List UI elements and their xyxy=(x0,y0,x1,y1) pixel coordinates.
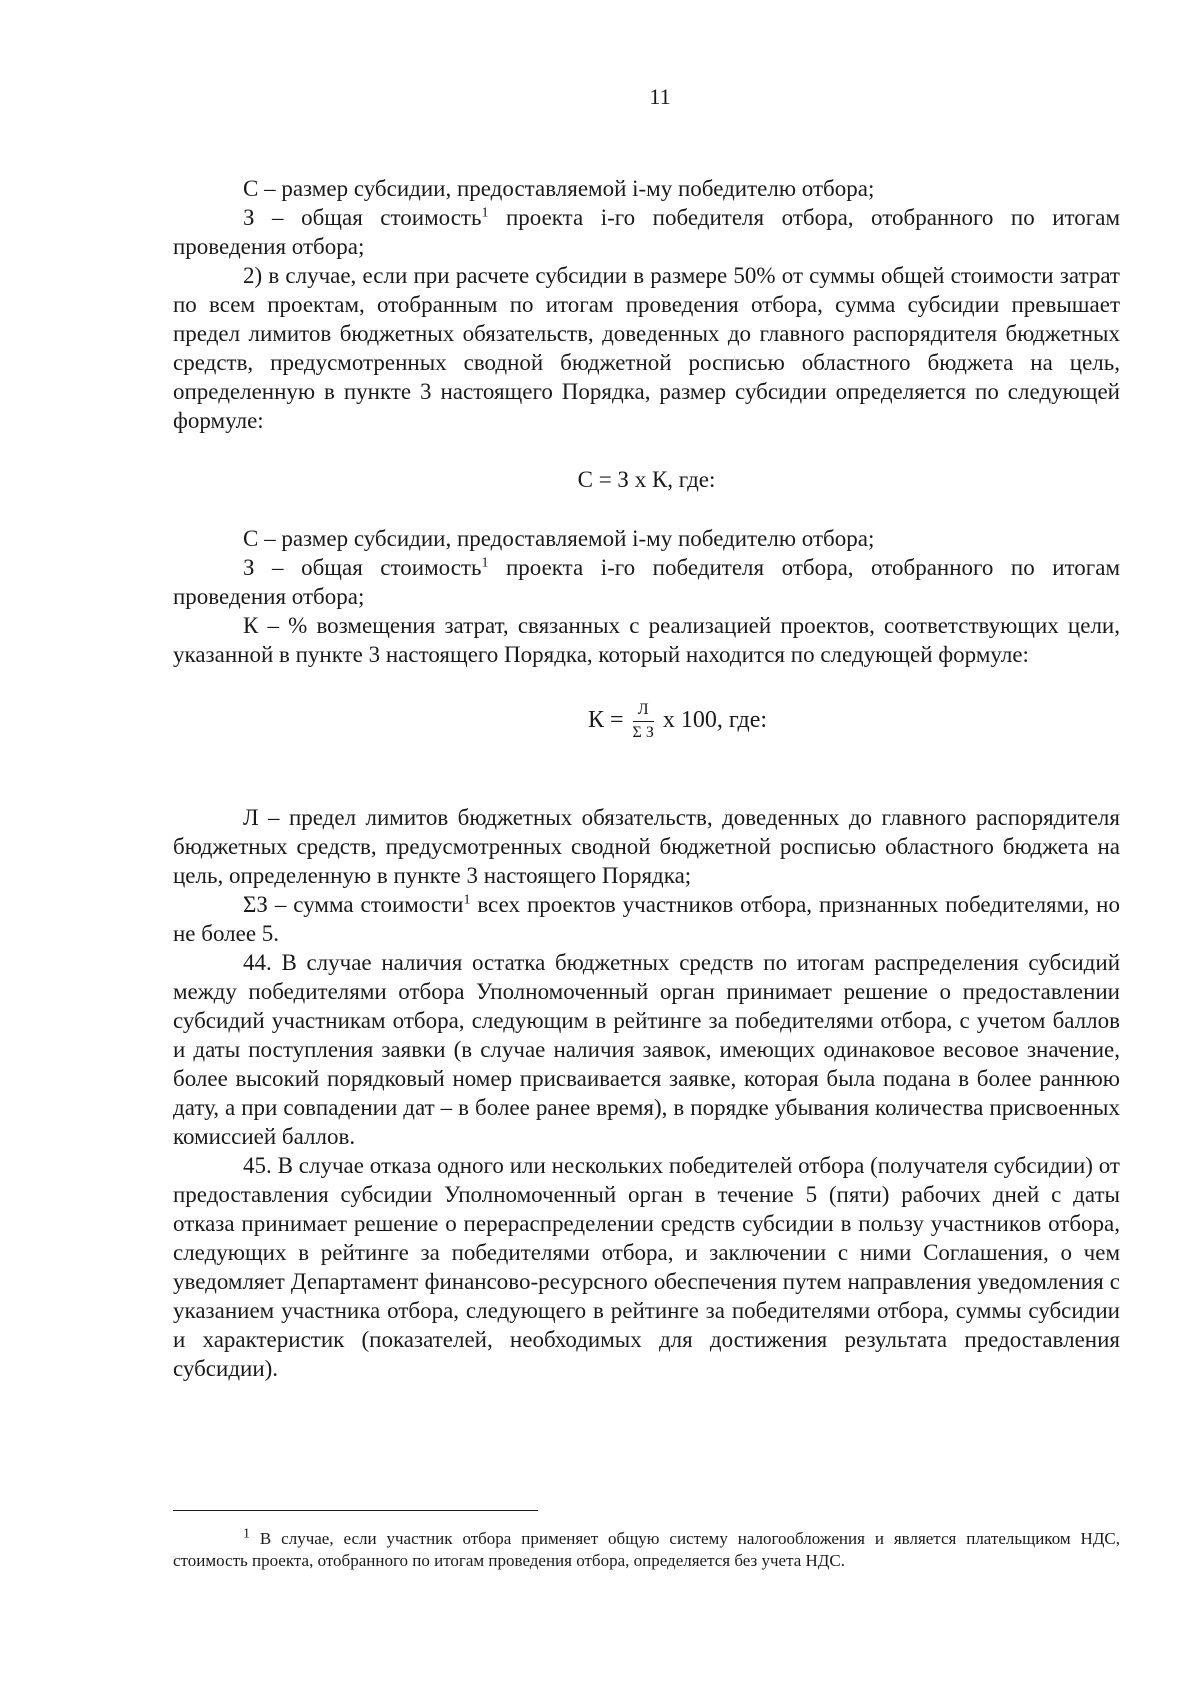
paragraph-case-2: 2) в случае, если при расчете субсидии в размере 50% от суммы общей стоимости затрат по всем проектам, отобранным по итогам проведения отбора, сумма субсидии превышает предел лимитов бюджетных обязательств, доведенных до главного распорядителя бюджетных средств, предусмотренных сводной бюджетной росписью областного бюджета на цель, определенную в пункте 3 настоящего Порядка, размер субсидии определяется по следующей формуле: xyxy=(173,263,1120,433)
footnote-ref: 1 xyxy=(463,892,471,908)
formula-k-rhs: х 100, где: xyxy=(662,707,768,734)
paragraph-k-definition: К – % возмещения затрат, связанных с реализацией проектов, соответствующих цели, указанной в пункте 3 настоящего Порядка, который находится по следующей формуле: xyxy=(173,613,1120,667)
formula-subsidy: С = З х К, где: xyxy=(577,467,716,492)
paragraph-c-definition: С – размер субсидии, предоставляемой i-му победителю отбора; xyxy=(243,176,875,201)
paragraph-z-definition: З – общая стоимость$^1$ проекта i-го победителя отбора, отобранного по итогам проведения отбора; xyxy=(173,205,1120,259)
page-number: 11 xyxy=(649,84,671,109)
paragraph-45: 45. В случае отказа одного или нескольких победителей отбора (получателя субсидии) от предоставления субсидии Уполномоченный орган в течение 5 (пяти) рабочих дней с даты отказа принимает решение о перераспределении средств субсидии в пользу участников отбора, следующих в рейтинге за победителями отбора, и заключении с ними Соглашения, о чем уведомляет Департамент финансово-ресурсного обеспечения путем направления уведомления с указанием участника отбора, следующего в рейтинге за победителями отбора, суммы субсидии и характеристик (показателей, необходимых для достижения результата предоставления субсидии). xyxy=(173,1153,1120,1381)
document-body xyxy=(173,174,1120,1383)
paragraph-c-definition-2: С – размер субсидии, предоставляемой i-му победителю отбора; xyxy=(243,526,875,551)
footnote-divider xyxy=(173,1510,538,1511)
paragraph-sum-definition: ΣЗ – сумма стоимости$^1$ всех проектов участников отбора, признанных победителями, но не более 5. xyxy=(173,892,1120,946)
paragraph-l-definition: Л – предел лимитов бюджетных обязательств, доведенных до главного распорядителя бюджетных средств, предусмотренных сводной бюджетной росписью областного бюджета на цель, определенную в пункте 3 настоящего Порядка; xyxy=(173,805,1120,888)
footnote-ref: 1 xyxy=(481,205,489,221)
paragraph-z-definition-2: З – общая стоимость$^1$ проекта i-го победителя отбора, отобранного по итогам проведения отбора; xyxy=(173,555,1120,609)
formula-k-fraction xyxy=(633,701,654,742)
paragraph-44: 44. В случае наличия остатка бюджетных средств по итогам распределения субсидий между победителями отбора Уполномоченный орган принимает решение о предоставлении субсидий участникам отбора, следующим в рейтинге за победителями отбора, с учетом баллов и даты поступления заявки (в случае наличия заявок, имеющих одинаковое весовое значение, более высокий порядковый номер присваивается заявке, которая была подана в более раннюю дату, а при совпадении дат – в более ранее время), в порядке убывания количества присвоенных комиссией баллов. xyxy=(173,950,1120,1149)
fraction-denominator: Σ З xyxy=(632,724,654,741)
footnote-text: В случае, если участник отбора применяет общую систему налогообложения и является плательщиком НДС, стоимость проекта, отобранного по итогам проведения отбора, определяется без учета НДС. xyxy=(173,1529,1121,1570)
footnote-ref: 1 xyxy=(481,555,489,571)
formula-k-lhs: К = xyxy=(588,707,624,734)
footnote xyxy=(173,1528,1120,1572)
fraction-numerator: Л xyxy=(633,701,654,722)
footnote-mark: 1 xyxy=(243,1526,250,1542)
formula-k xyxy=(173,689,1120,759)
